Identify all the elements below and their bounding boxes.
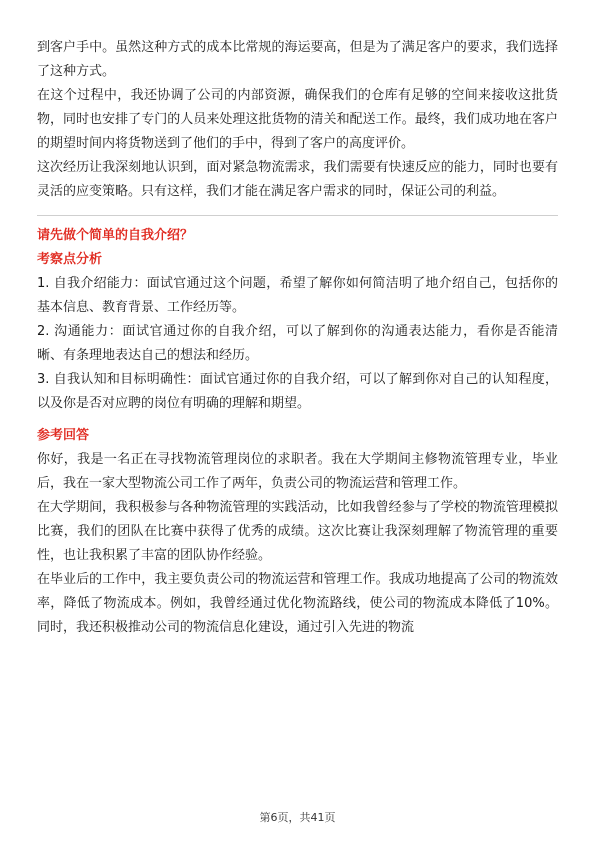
analysis-point-1: 1. 自我介绍能力：面试官通过这个问题，希望了解你如何简洁明了地介绍自己，包括你的基本信息、教育背景、工作经历等。	[37, 276, 558, 315]
intro-paragraph-3: 这次经历让我深刻地认识到，面对紧急物流需求，我们需要有快速反应的能力，同时也要有灵活的应变策略。只有这样，我们才能在满足客户需求的同时，保证公司的利益。	[37, 160, 558, 199]
analysis-point-3: 3. 自我认知和目标明确性：面试官通过你的自我介绍，可以了解到你对自己的认知程度，以及你是否对应聘的岗位有明确的理解和期望。	[37, 372, 558, 411]
document-page	[37, 36, 558, 640]
answer-paragraph-1: 你好，我是一名正在寻找物流管理岗位的求职者。我在大学期间主修物流管理专业，毕业后，我在一家大型物流公司工作了两年，负责公司的物流运营和管理工作。	[37, 452, 558, 491]
answer-paragraph-3: 在毕业后的工作中，我主要负责公司的物流运营和管理工作。我成功地提高了公司的物流效率，降低了物流成本。例如，我曾经通过优化物流路线，使公司的物流成本降低了10%。同时，我还积极推动公司的物流信息化建设，通过引入先进的物流	[37, 572, 558, 635]
answer-heading: 参考回答	[37, 428, 90, 443]
analysis-heading: 考察点分析	[37, 252, 103, 267]
section-divider	[37, 215, 558, 216]
question-title: 请先做个简单的自我介绍？	[37, 228, 194, 243]
answer-paragraph-2: 在大学期间，我积极参与各种物流管理的实践活动，比如我曾经参与了学校的物流管理模拟比赛，我们的团队在比赛中获得了优秀的成绩。这次比赛让我深刻理解了物流管理的重要性，也让我积累了丰富的团队协作经验。	[37, 500, 558, 563]
page-number-footer: 第6页，共41页	[259, 811, 336, 824]
intro-paragraph-2: 在这个过程中，我还协调了公司的内部资源，确保我们的仓库有足够的空间来接收这批货物，同时也安排了专门的人员来处理这批货物的清关和配送工作。最终，我们成功地在客户的期望时间内将货物送到了他们的手中，得到了客户的高度评价。	[37, 88, 558, 151]
intro-paragraph-1: 到客户手中。虽然这种方式的成本比常规的海运要高，但是为了满足客户的要求，我们选择了这种方式。	[37, 40, 558, 79]
section-gap	[37, 416, 558, 424]
analysis-point-2: 2. 沟通能力：面试官通过你的自我介绍，可以了解到你的沟通表达能力，看你是否能清晰、有条理地表达自己的想法和经历。	[37, 324, 558, 363]
